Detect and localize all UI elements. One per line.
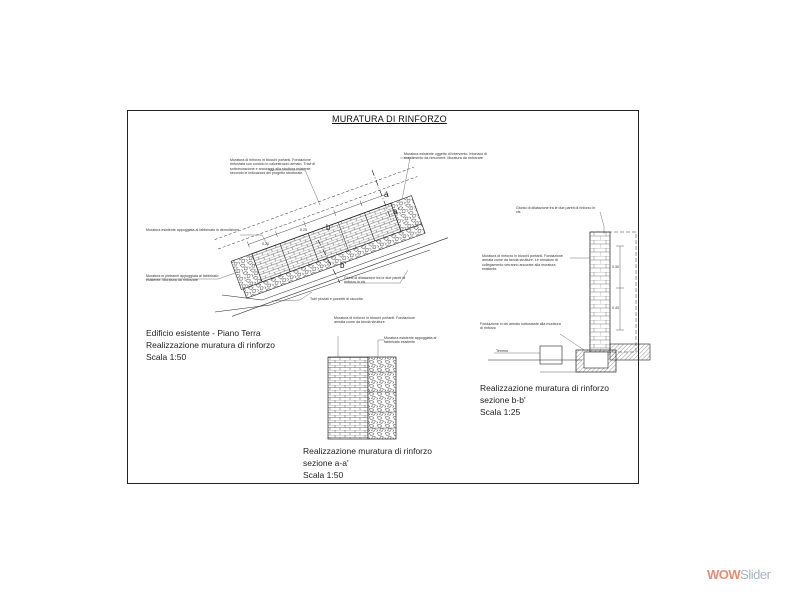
section-bb-caption-line-2: sezione b-b' — [480, 395, 526, 405]
section-bb — [488, 212, 650, 372]
note-plan-top-right: Muratura esistente oggetto di intervento. Intonaco di rivestimento da rimuovere. Muratura da rinforzare — [404, 152, 487, 161]
watermark-brand-b: Slider — [740, 567, 771, 582]
note-aa-top: Muratura di rinforzo in blocchi portanti. Fondazione armata come da tavola strutture — [334, 316, 415, 325]
dimension-1: 0.20 — [262, 242, 269, 246]
drawing-title: MURATURA DI RINFORZO — [332, 114, 447, 124]
marker-b: b — [326, 223, 331, 232]
marker-a-prime: a' — [393, 207, 399, 216]
section-aa-caption-line-3: Scala 1:50 — [303, 470, 344, 480]
dimension-3: 0.30 — [612, 265, 619, 269]
note-aa-mid: Muratura esistente appoggiata al fabbricato esistente — [384, 336, 437, 345]
section-aa — [328, 336, 396, 439]
wowslider-watermark — [707, 567, 770, 582]
note-bb-ground: Terreno — [496, 349, 509, 353]
note-bb-bottom: Fondazione in cls armato sottostante alla muratura di rinforzo — [480, 322, 561, 331]
note-plan-left: Muratura esistente appoggiata al fabbricato in demolizione — [146, 228, 240, 232]
note-bb-top: Giunto di dilatazione tra le due pareti di rinforzo in cls — [516, 206, 596, 215]
note-plan-top: Muratura di rinforzo in blocchi portanti. Fondazione rinforzata con cordolo in calcestruzzo armato. Travi di sottomurazione e ancoraggi alla struttura esistente secondo le indicazioni del progetto strutturale. — [230, 158, 316, 175]
section-aa-caption-line-2: sezione a-a' — [303, 458, 349, 468]
section-aa-caption-line-1: Realizzazione muratura di rinforzo — [303, 446, 432, 456]
note-bb-mid: Muratura di rinforzo in blocchi portanti. Fondazione armata come da tavola strutture. Le armature di collegamento verranno ancorate alla muratura esistente. — [482, 254, 563, 271]
watermark-brand-a: WOW — [707, 567, 741, 582]
marker-a: a — [384, 190, 389, 199]
plan-caption-line-2: Realizzazione muratura di rinforzo — [146, 340, 275, 350]
plan-caption-line-3: Scala 1:50 — [146, 352, 187, 362]
section-bb-caption-line-1: Realizzazione muratura di rinforzo — [480, 383, 609, 393]
note-plan-mid: Giunti di dilatazione tra le due pareti di rinforzo in cls — [344, 276, 406, 285]
plan-caption-line-1: Edificio esistente - Piano Terra — [146, 328, 261, 338]
dimension-2: 0.25 — [300, 228, 307, 232]
note-plan-bottom: Tubi pluviali e pozzetti di raccolta — [310, 297, 363, 301]
section-bb-caption-line-3: Scala 1:25 — [480, 407, 521, 417]
dimension-4: 0.40 — [612, 306, 619, 310]
note-plan-left-bottom: Muratura in pietrame appoggiata al fabbricato esistente. Muratura da rinforzare — [146, 274, 219, 283]
plan-view — [146, 158, 448, 316]
marker-b-prime: b' — [340, 261, 346, 270]
